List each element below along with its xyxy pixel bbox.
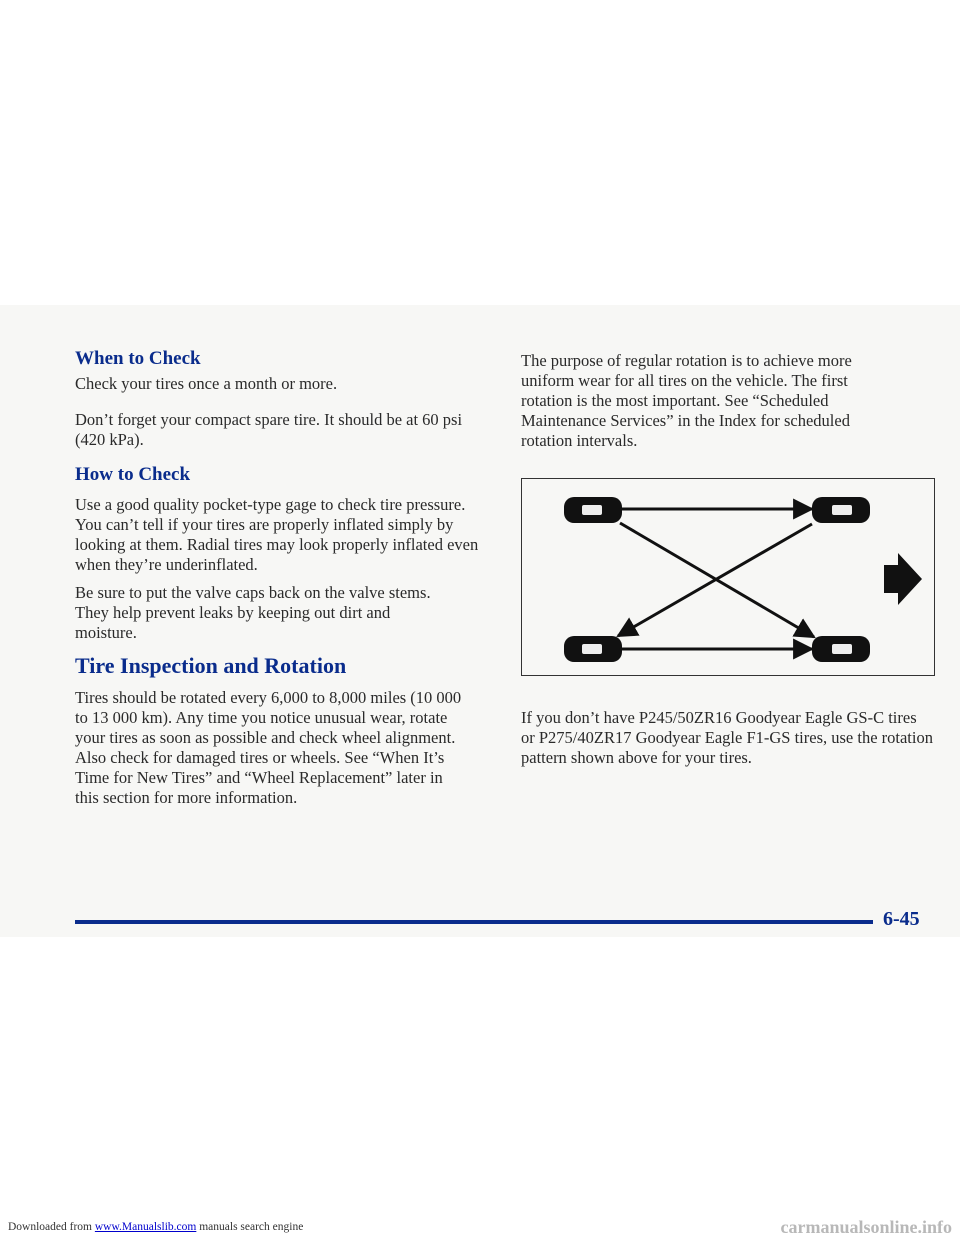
how-to-check-text-1: Use a good quality pocket-type gage to check tire pressure. You can’t tell if your tires are properly inflated simply by looking at them. Radial tires may look properly inflated even when they’re underinflated. <box>75 495 479 574</box>
tire-rotation-diagram <box>521 478 935 676</box>
manualslib-link[interactable]: www.Manualslib.com <box>94 1221 197 1233</box>
front-direction-arrow-icon <box>884 553 922 605</box>
tire-inspection-heading: Tire Inspection and Rotation <box>75 653 347 678</box>
tire-icon <box>812 497 870 523</box>
when-to-check-text-2: Don’t forget your compact spare tire. It should be at 60 psi (420 kPa). <box>75 410 463 449</box>
how-to-check-text-2: Be sure to put the valve caps back on the valve stems. They help prevent leaks by keeping out dirt and moisture. <box>75 583 431 642</box>
rotation-diagram-svg <box>522 479 933 674</box>
when-to-check-heading: When to Check <box>75 348 201 369</box>
watermark: carmanualsonline.info <box>780 1217 952 1237</box>
tire-icon <box>564 636 622 662</box>
tire-icon <box>812 636 870 662</box>
when-to-check-text-1: Check your tires once a month or more. <box>75 374 338 393</box>
tire-icon <box>564 497 622 523</box>
rotation-purpose-text: The purpose of regular rotation is to achieve more uniform wear for all tires on the vehicle. The first rotation is the most important. See “Scheduled Maintenance Services” in the Index for scheduled rotation intervals. <box>521 351 852 450</box>
download-prefix: Downloaded from <box>8 1221 92 1233</box>
rotation-pattern-text: If you don’t have P245/50ZR16 Goodyear Eagle GS-C tires or P275/40ZR17 Goodyear Eagle F1-GS tires, use the rotation pattern shown above for your tires. <box>521 708 933 767</box>
download-suffix: manuals search engine <box>199 1221 304 1233</box>
download-footer <box>8 1221 303 1233</box>
how-to-check-heading: How to Check <box>75 464 191 485</box>
footer-rule <box>75 920 873 924</box>
page-number: 6-45 <box>883 908 920 930</box>
tire-inspection-text: Tires should be rotated every 6,000 to 8,000 miles (10 000 to 13 000 km). Any time you notice unusual wear, rotate your tires as soon as possible and check wheel alignment. Also check for damaged tires or wheels. See “When It’s Time for New Tires” and “Wheel Replacement” later in this section for more information. <box>75 688 462 807</box>
